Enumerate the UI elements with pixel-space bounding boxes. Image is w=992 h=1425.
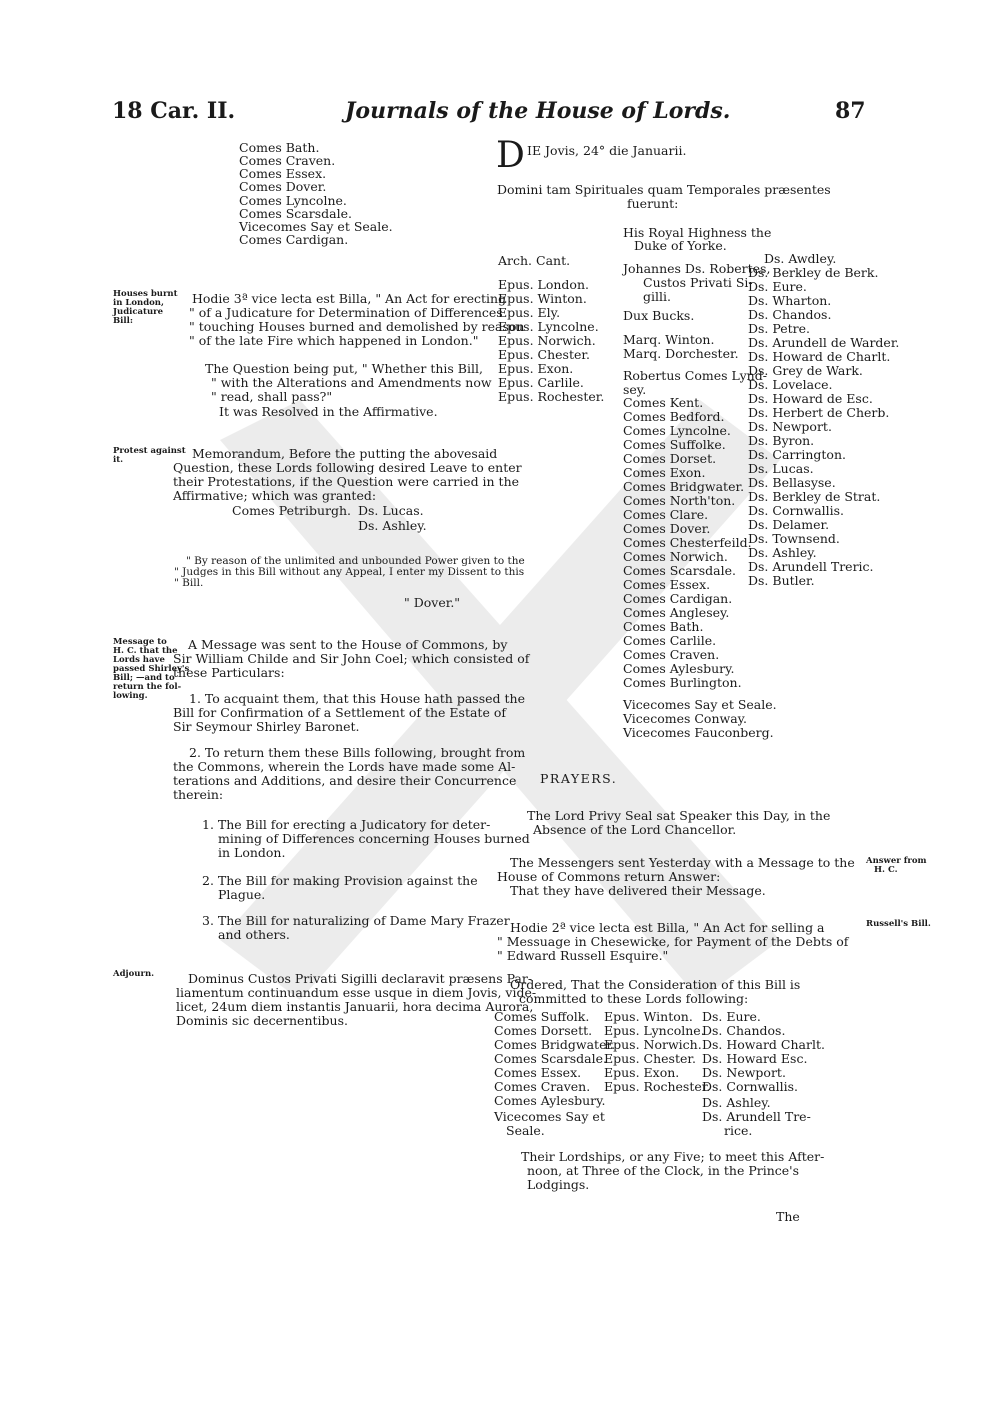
list-item: Comes Burlington. xyxy=(623,675,742,690)
list-item: Epus. Chester. xyxy=(498,347,590,362)
list-item: Ds. Lucas. xyxy=(748,461,814,476)
list-item: Seale. xyxy=(506,1123,545,1138)
list-item: Comes Lyncolne. xyxy=(623,423,731,438)
list-item: Arch. Cant. xyxy=(498,253,571,268)
list-item: Comes Norwich. xyxy=(623,549,728,564)
list-item: Comes Scarsdale. xyxy=(623,563,736,578)
regnal-year: 18 Car. II. xyxy=(112,98,236,124)
list-item: Comes Cardigan. xyxy=(623,591,733,606)
list-item: Ds. Chandos. xyxy=(748,307,832,322)
list-item: Ds. Ashley. xyxy=(702,1095,771,1110)
list-item: Epus. Rochester. xyxy=(498,389,605,404)
date-drop-cap: D xyxy=(496,135,525,176)
list-item: Epus. Chester. xyxy=(604,1051,696,1066)
list-item: Comes Essex. xyxy=(623,577,711,592)
page-number: 87 xyxy=(835,98,866,124)
list-item: Ds. Berkley de Strat. xyxy=(748,489,881,504)
list-item: Epus. Rochester. xyxy=(604,1079,711,1094)
list-item: Comes Dorset. xyxy=(623,451,717,466)
list-item: Ds. Newport. xyxy=(702,1065,786,1080)
list-item: Ds. Bellasyse. xyxy=(748,475,836,490)
list-item: Ds. Arundell de Warder. xyxy=(748,335,900,350)
list-item: Ds. Byron. xyxy=(748,433,815,448)
list-item: Ds. Carrington. xyxy=(748,447,846,462)
list-item: gilli. xyxy=(643,289,671,304)
list-item: Epus. Ely. xyxy=(498,305,561,320)
list-item: Comes Dover. xyxy=(239,179,327,194)
list-item: Comes Bridgwater. xyxy=(494,1037,616,1052)
sitting-date: IE Jovis, 24° die Januarii. xyxy=(527,143,687,158)
list-item: Comes Craven. xyxy=(494,1079,591,1094)
list-item: Comes Exon. xyxy=(623,465,706,480)
list-item: Comes Dorsett. xyxy=(494,1023,593,1038)
list-item: Ds. Howard Charlt. xyxy=(702,1037,825,1052)
list-item: Ds. Eure. xyxy=(702,1009,761,1024)
dissent-signature: " Dover." xyxy=(404,595,461,610)
list-item: Marq. Dorchester. xyxy=(623,346,739,361)
list-item: Ds. Berkley de Berk. xyxy=(748,265,879,280)
list-item: Ds. Arundell Treric. xyxy=(748,559,874,574)
list-item: Ds. Awdley. xyxy=(764,251,837,266)
protest-name: Ds. Ashley. xyxy=(358,518,427,533)
list-item: Duke of Yorke. xyxy=(634,238,727,253)
list-item: Epus. Norwich. xyxy=(604,1037,702,1052)
list-item: Epus. Exon. xyxy=(498,361,574,376)
list-item: Ds. Ashley. xyxy=(748,545,817,560)
list-item: Ds. Lovelace. xyxy=(748,377,833,392)
catchword: The xyxy=(776,1209,800,1224)
list-item: Ds. Grey de Wark. xyxy=(748,363,863,378)
list-item: Comes Aylesbury. xyxy=(623,661,735,676)
list-item: Comes Bedford. xyxy=(623,409,725,424)
list-item: Ds. Howard de Charlt. xyxy=(748,349,891,364)
list-item: Ds. Cornwallis. xyxy=(702,1079,799,1094)
list-item: Comes Dover. xyxy=(623,521,711,536)
list-item: Vicecomes Say et Seale. xyxy=(623,697,777,712)
list-item: Ds. Newport. xyxy=(748,419,832,434)
list-item: Johannes Ds. Robertes, xyxy=(623,261,771,276)
list-item: Comes Suffolk. xyxy=(494,1009,590,1024)
list-item: Comes Chesterfeild. xyxy=(623,535,752,550)
list-item: Marq. Winton. xyxy=(623,332,715,347)
list-item: Comes Bath. xyxy=(623,619,704,634)
list-item: Epus. Carlile. xyxy=(498,375,584,390)
list-item: Comes Cardigan. xyxy=(239,232,349,247)
list-item: Epus. Winton. xyxy=(604,1009,693,1024)
list-item: Comes Craven. xyxy=(623,647,720,662)
list-item: Ds. Chandos. xyxy=(702,1023,786,1038)
list-item: Comes Clare. xyxy=(623,507,709,522)
list-item: Comes Bath. xyxy=(239,140,320,155)
list-item: Comes Aylesbury. xyxy=(494,1093,606,1108)
list-item: Epus. Lyncolne. xyxy=(498,319,599,334)
list-item: Epus. Lyncolne. xyxy=(604,1023,705,1038)
list-item: Comes North'ton. xyxy=(623,493,736,508)
list-item: rice. xyxy=(724,1123,753,1138)
page-title: Journals of the House of Lords. xyxy=(345,98,731,124)
list-item: Ds. Delamer. xyxy=(748,517,830,532)
protest-name: Comes Petriburgh. xyxy=(232,503,352,518)
list-item: Comes Lyncolne. xyxy=(239,193,347,208)
list-item: Comes Kent. xyxy=(623,395,704,410)
list-item: Vicecomes Say et Seale. xyxy=(239,219,393,234)
list-item: Epus. London. xyxy=(498,277,589,292)
prayers-heading: PRAYERS. xyxy=(540,771,618,786)
list-item: Ds. Wharton. xyxy=(748,293,832,308)
list-item: Comes Essex. xyxy=(239,166,327,181)
list-item: Vicecomes Say et xyxy=(494,1109,605,1124)
list-item: sey. xyxy=(623,382,647,397)
list-item: Comes Carlile. xyxy=(623,633,717,648)
list-item: Custos Privati Si- xyxy=(643,275,753,290)
protest-name: Ds. Lucas. xyxy=(358,503,424,518)
list-item: Vicecomes Fauconberg. xyxy=(623,725,774,740)
list-item: Ds. Herbert de Cherb. xyxy=(748,405,890,420)
list-item: Ds. Arundell Tre- xyxy=(702,1109,811,1124)
list-item: Comes Craven. xyxy=(239,153,336,168)
list-item: His Royal Highness the xyxy=(623,225,772,240)
list-item: Comes Essex. xyxy=(494,1065,582,1080)
list-item: Robertus Comes Lynd- xyxy=(623,368,767,383)
list-item: Ds. Butler. xyxy=(748,573,815,588)
list-item: Dux Bucks. xyxy=(623,308,695,323)
list-item: Epus. Winton. xyxy=(498,291,587,306)
list-item: Comes Anglesey. xyxy=(623,605,730,620)
list-item: Comes Scarsdale. xyxy=(494,1051,607,1066)
list-item: Comes Bridgwater. xyxy=(623,479,745,494)
list-item: Epus. Exon. xyxy=(604,1065,680,1080)
list-item: Ds. Howard Esc. xyxy=(702,1051,808,1066)
list-item: Ds. Townsend. xyxy=(748,531,840,546)
list-item: Ds. Petre. xyxy=(748,321,810,336)
list-item: Comes Suffolke. xyxy=(623,437,726,452)
list-item: Comes Scarsdale. xyxy=(239,206,352,221)
list-item: Ds. Howard de Esc. xyxy=(748,391,873,406)
list-item: Ds. Cornwallis. xyxy=(748,503,845,518)
list-item: Ds. Eure. xyxy=(748,279,807,294)
list-item: Epus. Norwich. xyxy=(498,333,596,348)
list-item: Vicecomes Conway. xyxy=(623,711,748,726)
